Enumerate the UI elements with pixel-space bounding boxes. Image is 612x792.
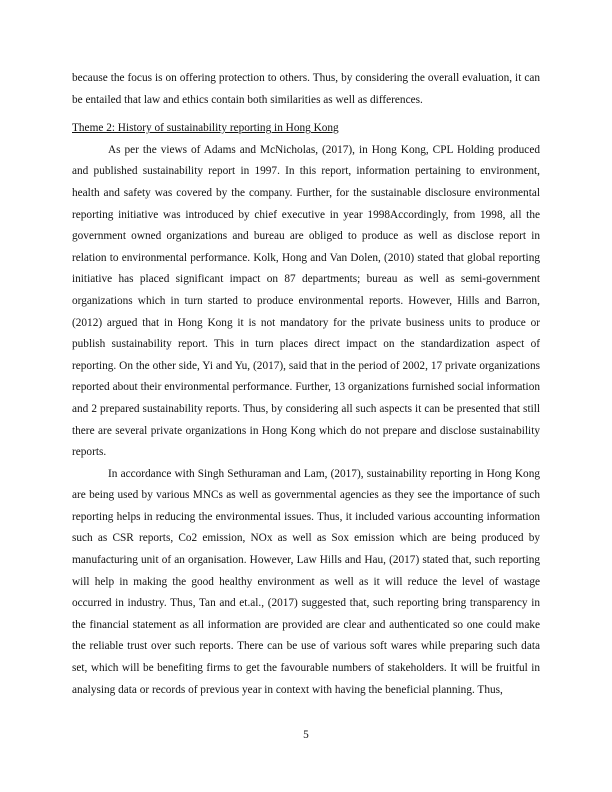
page-number: 5 — [303, 729, 309, 741]
intro-paragraph: because the focus is on offering protection to others. Thus, by considering the overall evaluation, it can be entailed that law and ethics contain both similarities as well as differences. — [72, 72, 540, 106]
section-heading: Theme 2: History of sustainability reporting in Hong Kong — [72, 122, 339, 135]
page-body — [72, 68, 540, 701]
body-paragraph-1: As per the views of Adams and McNicholas, (2017), in Hong Kong, CPL Holding produced and published sustainability report in 1997. In this report, information pertaining to environment, health and safety was covered by the company. Further, for the sustainable disclosure environmental reporting initiative was introduced by chief executive in year 1998Accordingly, from 1998, all the government owned organizations and bureau are obliged to produce as well as disclose report in relation to environmental performance. Kolk, Hong and Van Dolen, (2010) stated that global reporting initiative has placed significant impact on 87 departments; bureau as well as semi-government organizations which in turn started to produce environmental reports. However, Hills and Barron, (2012) argued that in Hong Kong it is not mandatory for the private business units to produce or publish sustainability report. This in turn places direct impact on the standardization aspect of reporting. On the other side, Yi and Yu, (2017), said that in the period of 2002, 17 private organizations reported about their environmental performance. Further, 13 organizations furnished social information and 2 prepared sustainability reports. Thus, by considering all such aspects it can be presented that still there are several private organizations in Hong Kong which do not prepare and disclose sustainability reports. — [72, 143, 540, 459]
body-paragraph-2: In accordance with Singh Sethuraman and Lam, (2017), sustainability reporting in Hong Kong are being used by various MNCs as well as governmental agencies as they see the importance of such reporting helps in reducing the environmental issues. Thus, it included various accounting information such as CSR reports, Co2 emission, NOx as well as Sox emission which are being produced by manufacturing unit of an organisation. However, Law Hills and Hau, (2017) stated that, such reporting will help in making the good healthy environment as well as it will reduce the level of wastage occurred in industry. Thus, Tan and et.al., (2017) suggested that, such reporting bring transparency in the financial statement as all information are provided are clear and authenticated so one could make the reliable trust over such reports. There can be use of various soft wares while preparing such data set, which will be benefiting firms to get the favourable numbers of stakeholders. It will be fruitful in analysing data or records of previous year in context with having the beneficial planning. Thus, — [72, 467, 540, 696]
